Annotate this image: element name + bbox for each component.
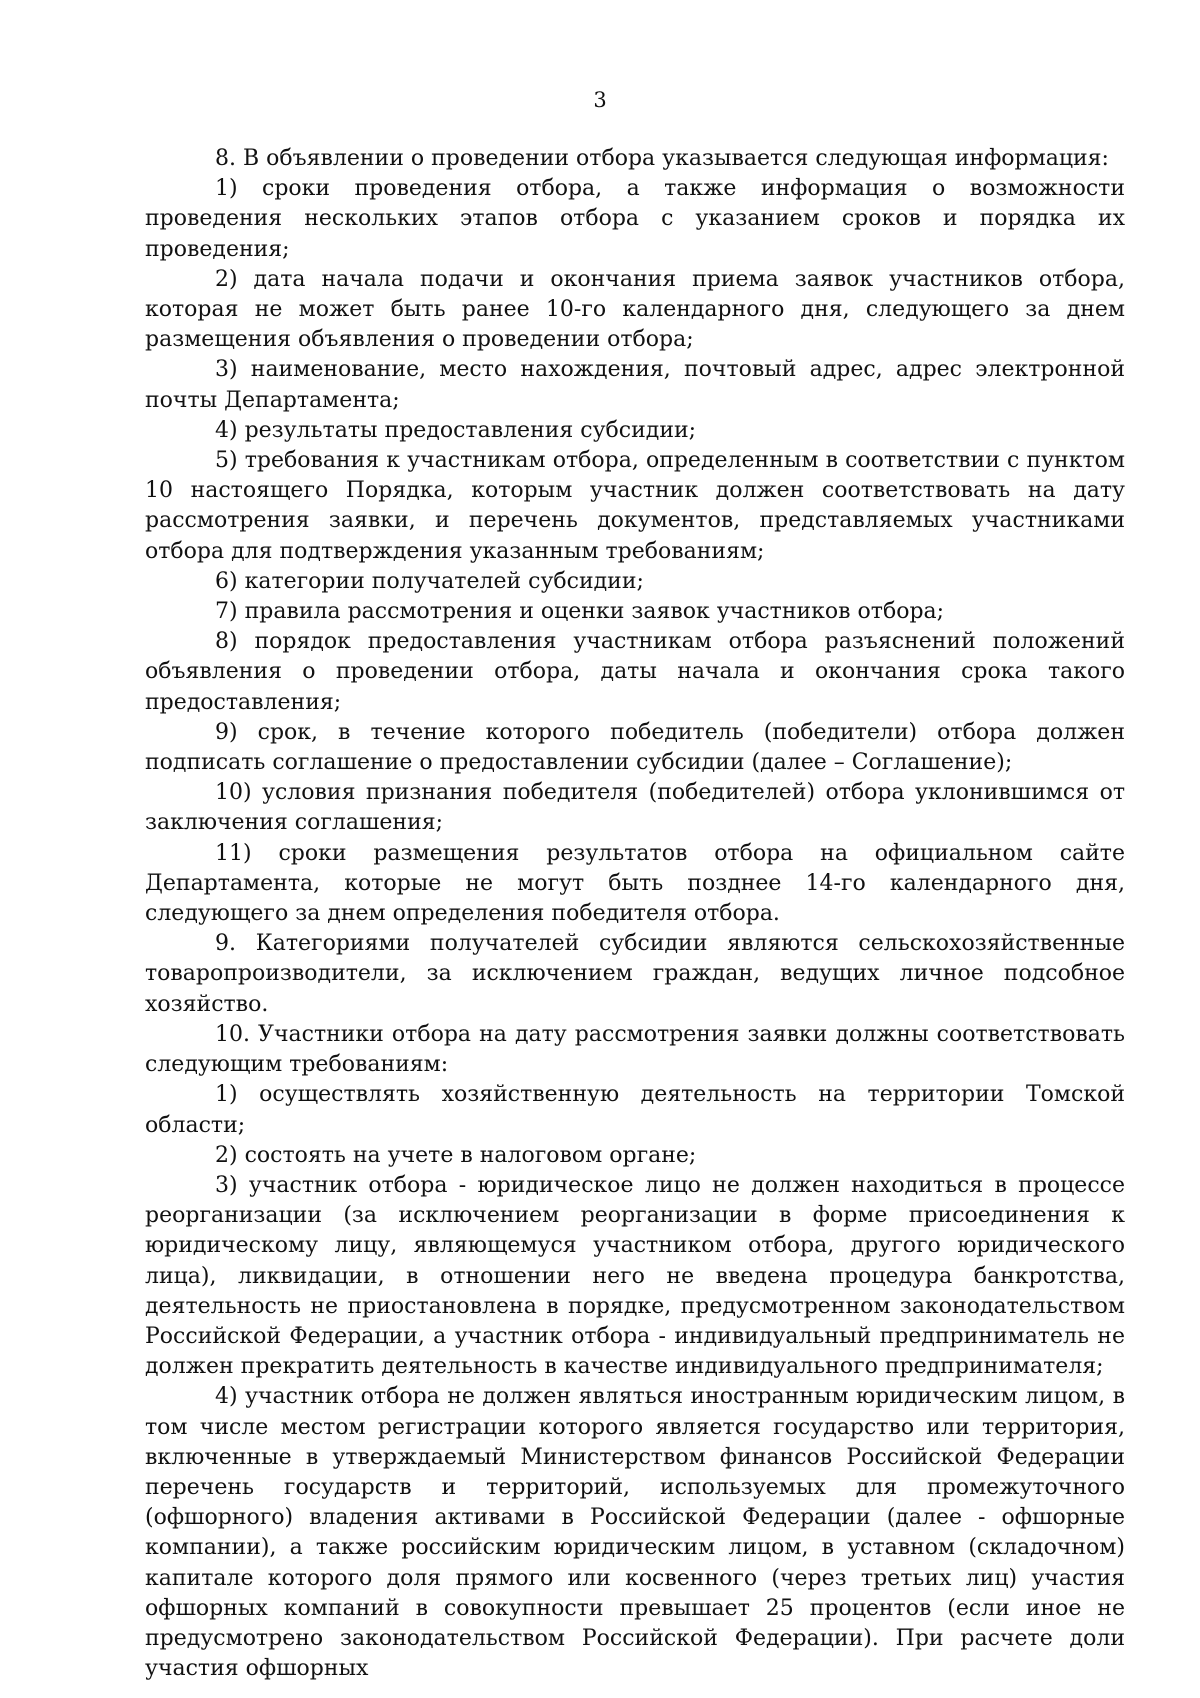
paragraph-8-item-2: 2) дата начала подачи и окончания приема заявок участников отбора, которая не может быть ранее 10-го календарного дня, следующего за днем размещения объявления о проведении отбора; — [145, 266, 1125, 353]
paragraph-8-item-9: 9) срок, в течение которого победитель (победители) отбора должен подписать соглашение о предоставлении субсидии (далее – Соглашение); — [145, 719, 1125, 776]
paragraph-8-item-5: 5) требования к участникам отбора, определенным в соответствии с пунктом 10 настоящего Порядка, которым участник должен соответствовать на дату рассмотрения заявки, и перечень документов, представляемых участниками отбора для подтверждения указанным требованиям; — [145, 448, 1125, 564]
paragraph-9: 9. Категориями получателей субсидии являются сельскохозяйственные товаропроизводители, за исключением граждан, ведущих личное подсобное хозяйство. — [145, 931, 1125, 1017]
paragraph-8-item-7: 7) правила рассмотрения и оценки заявок участников отбора; — [215, 599, 945, 625]
paragraph-8-item-3: 3) наименование, место нахождения, почтовый адрес, адрес электронной почты Департамента; — [145, 357, 1125, 413]
paragraph-8-item-8: 8) порядок предоставления участникам отбора разъяснений положений объявления о проведении отбора, даты начала и окончания срока такого предоставления; — [145, 629, 1125, 715]
paragraph-8-item-11: 11) сроки размещения результатов отбора на официальном сайте Департамента, которые не могут быть позднее 14-го календарного дня, следующего за днем определения победителя отбора. — [145, 840, 1125, 927]
paragraph-10-header: 10. Участники отбора на дату рассмотрения заявки должны соответствовать следующим требованиям: — [145, 1021, 1125, 1078]
page-number: 3 — [593, 88, 607, 112]
paragraph-8-item-10: 10) условия признания победителя (победителей) отбора уклонившимся от заключения соглашения; — [145, 780, 1125, 836]
paragraph-8-header: 8. В объявлении о проведении отбора указывается следующая информация: — [215, 146, 1109, 171]
document-body — [145, 144, 1125, 1684]
paragraph-10-item-2: 2) состоять на учете в налоговом органе; — [215, 1142, 697, 1168]
paragraph-8-item-1: 1) сроки проведения отбора, а также информация о возможности проведения нескольких этапов отбора с указанием сроков и порядка их проведения; — [145, 176, 1125, 262]
paragraph-8-item-4: 4) результаты предоставления субсидии; — [215, 417, 697, 443]
paragraph-8-item-6: 6) категории получателей субсидии; — [215, 568, 644, 594]
paragraph-10-item-1: 1) осуществлять хозяйственную деятельность на территории Томской области; — [145, 1082, 1125, 1138]
paragraph-10-item-3: 3) участник отбора - юридическое лицо не должен находиться в процессе реорганизации (за исключением реорганизации в форме присоединения к юридическому лицу, являющемуся участником отбора, другого юридического лица), ликвидации, в отношении него не введена процедура банкротства, деятельность не приостановлена в порядке, предусмотренном законодательством Российской Федерации, а участник отбора - индивидуальный предприниматель не должен прекратить деятельность в качестве индивидуального предпринимателя; — [145, 1172, 1125, 1380]
paragraph-10-item-4: 4) участник отбора не должен являться иностранным юридическим лицом, в том числе местом регистрации которого является государство или территория, включенные в утверждаемый Министерством финансов Российской Федерации перечень государств и территорий, используемых для промежуточного (офшорного) владения активами в Российской Федерации (далее - офшорные компании), а также российским юридическим лицом, в уставном (складочном) капитале которого доля прямого или косвенного (через третьих лиц) участия офшорных компаний в совокупности превышает 25 процентов (если иное не предусмотрено законодательством Российской Федерации). При расчете доли участия офшорных — [145, 1384, 1125, 1682]
